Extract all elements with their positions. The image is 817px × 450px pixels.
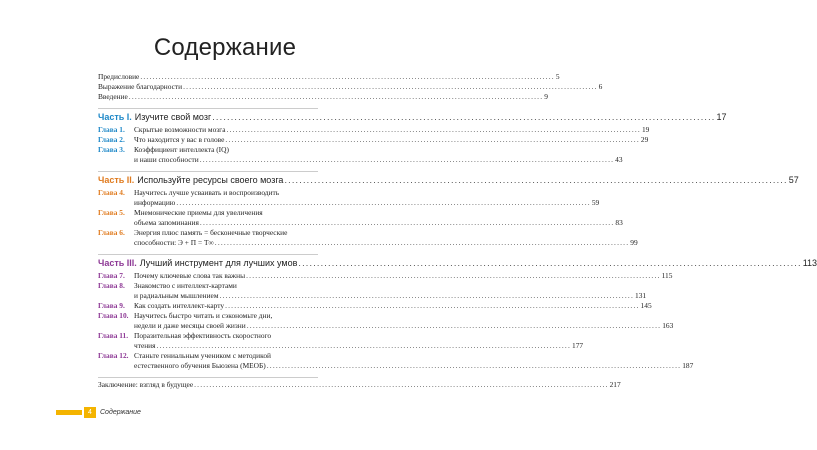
toc-entry <box>98 301 652 311</box>
entry-title: Энергия плюс память = бесконечные творческие <box>134 228 288 237</box>
toc-entry <box>98 311 318 321</box>
chapter-label: Глава 6. <box>98 228 125 237</box>
page-number: 9 <box>544 92 548 101</box>
part-title: Используйте ресурсы своего мозга <box>137 175 284 185</box>
toc-entry <box>98 281 318 291</box>
dot-leader <box>267 361 681 371</box>
entry-title: Почему ключевые слова так важны <box>134 271 246 280</box>
page-number: 177 <box>572 341 584 350</box>
conclusion-entry <box>98 377 621 390</box>
toc-entry <box>98 135 649 145</box>
chapter-label: Глава 1. <box>98 125 125 134</box>
entry-title: недели и даже месяцы своей жизни <box>134 321 246 330</box>
page-number: 99 <box>630 238 638 247</box>
entry-title: и наши способности <box>134 155 199 164</box>
page-number: 5 <box>555 72 560 81</box>
page-number: 115 <box>661 271 673 280</box>
dot-leader <box>298 257 801 269</box>
dot-leader <box>140 72 554 82</box>
footer-section-title: Содержание <box>100 409 141 416</box>
part-label: Часть II. <box>98 175 135 185</box>
entry-title: чтения <box>134 341 156 350</box>
toc-entry <box>98 145 318 155</box>
entry-title: Коэффициент интеллекта (IQ) <box>134 145 229 154</box>
entry-title: и радиальным мышлением <box>134 291 219 300</box>
entry-title: Предисловие <box>98 72 140 81</box>
toc-entry <box>98 82 603 92</box>
toc-entry <box>98 321 674 331</box>
page-number: 43 <box>615 155 623 164</box>
chapter-label: Глава 12. <box>98 351 129 360</box>
toc-entry <box>98 198 600 208</box>
footer-page-number: 4 <box>84 407 96 418</box>
chapter-label: Глава 2. <box>98 135 125 144</box>
dot-leader <box>215 238 629 248</box>
entry-title: Введение <box>98 92 128 101</box>
page-number: 113 <box>802 258 817 268</box>
chapter-label: Глава 8. <box>98 281 125 290</box>
dot-leader <box>247 321 661 331</box>
toc-entry <box>98 218 623 228</box>
toc-entry <box>98 125 650 135</box>
dot-leader <box>246 271 660 281</box>
page-number: 131 <box>635 291 647 300</box>
chapter-label: Глава 5. <box>98 208 125 217</box>
toc-entry <box>98 155 623 165</box>
entry-title: Как создать интеллект-карту <box>134 301 225 310</box>
entry-title: Станьте гениальным учеником с методикой <box>134 351 271 360</box>
dot-leader <box>225 135 639 145</box>
footer-accent-bar <box>56 410 82 415</box>
dot-leader <box>220 291 634 301</box>
entry-title: Заключение: взгляд в будущее <box>98 380 194 389</box>
chapter-label: Глава 9. <box>98 301 125 310</box>
chapter-label: Глава 11. <box>98 331 129 340</box>
page-number: 59 <box>591 198 600 207</box>
toc-entry <box>98 351 318 361</box>
dot-leader <box>200 218 614 228</box>
chapter-label: Глава 10. <box>98 311 129 320</box>
entry-title: информацию <box>134 198 176 207</box>
page-number: 145 <box>640 301 652 310</box>
dot-leader <box>157 341 571 351</box>
toc-entry <box>98 72 560 82</box>
page-title: Содержание <box>153 34 297 61</box>
part-title: Изучите свой мозг <box>134 112 212 122</box>
toc-entry <box>98 361 694 371</box>
page-number: 19 <box>641 125 650 134</box>
part-heading <box>98 171 799 186</box>
page-number: 163 <box>662 321 674 330</box>
table-of-contents <box>98 72 817 390</box>
toc-entry <box>98 208 318 218</box>
toc-entry <box>98 228 318 238</box>
chapter-label: Глава 3. <box>98 145 125 154</box>
entry-title: Научитесь быстро читать и сэкономьте дни, <box>134 311 273 320</box>
part-heading <box>98 108 727 123</box>
dot-leader <box>227 125 641 135</box>
entry-title: Поразительная эффективность скоростного <box>134 331 272 340</box>
chapter-label: Глава 4. <box>98 188 125 197</box>
toc-entry <box>98 331 318 341</box>
dot-leader <box>183 82 597 92</box>
entry-title: Что находится у вас в голове <box>134 135 225 144</box>
toc-entry <box>98 92 548 102</box>
toc-entry <box>98 188 318 198</box>
dot-leader <box>176 198 590 208</box>
part-label: Часть III. <box>98 258 137 268</box>
page-number: 29 <box>640 135 649 144</box>
entry-title: Мнемонические приемы для увеличения <box>134 208 263 217</box>
toc-entry <box>98 341 584 351</box>
page-number: 217 <box>609 380 621 389</box>
page-number: 57 <box>788 175 799 185</box>
entry-title: Скрытые возможности мозга <box>134 125 226 134</box>
page-number: 187 <box>682 361 694 370</box>
part-heading <box>98 254 817 269</box>
dot-leader <box>200 155 614 165</box>
part-title: Лучший инструмент для лучших умов <box>139 258 298 268</box>
dot-leader <box>194 380 608 390</box>
dot-leader <box>284 174 787 186</box>
entry-title: естественного обучения Бьюзена (МЕОБ) <box>134 361 266 370</box>
part-label: Часть I. <box>98 112 132 122</box>
page-number: 83 <box>615 218 623 227</box>
entry-title: Научитесь лучше усваивать и воспроизводить <box>134 188 280 197</box>
dot-leader <box>225 301 639 311</box>
entry-title: объема запоминания <box>134 218 199 227</box>
entry-title: Знакомство с интеллект-картами <box>134 281 237 290</box>
dot-leader <box>129 92 543 102</box>
toc-entry <box>98 291 647 301</box>
chapter-label: Глава 7. <box>98 271 125 280</box>
dot-leader <box>212 111 715 123</box>
toc-entry <box>98 271 673 281</box>
entry-title: Выражение благодарности <box>98 82 183 91</box>
toc-entry <box>98 238 638 248</box>
entry-title: способности: Э + П = Т∞ <box>134 238 214 247</box>
page-number: 6 <box>598 82 603 91</box>
page-number: 17 <box>716 112 727 122</box>
